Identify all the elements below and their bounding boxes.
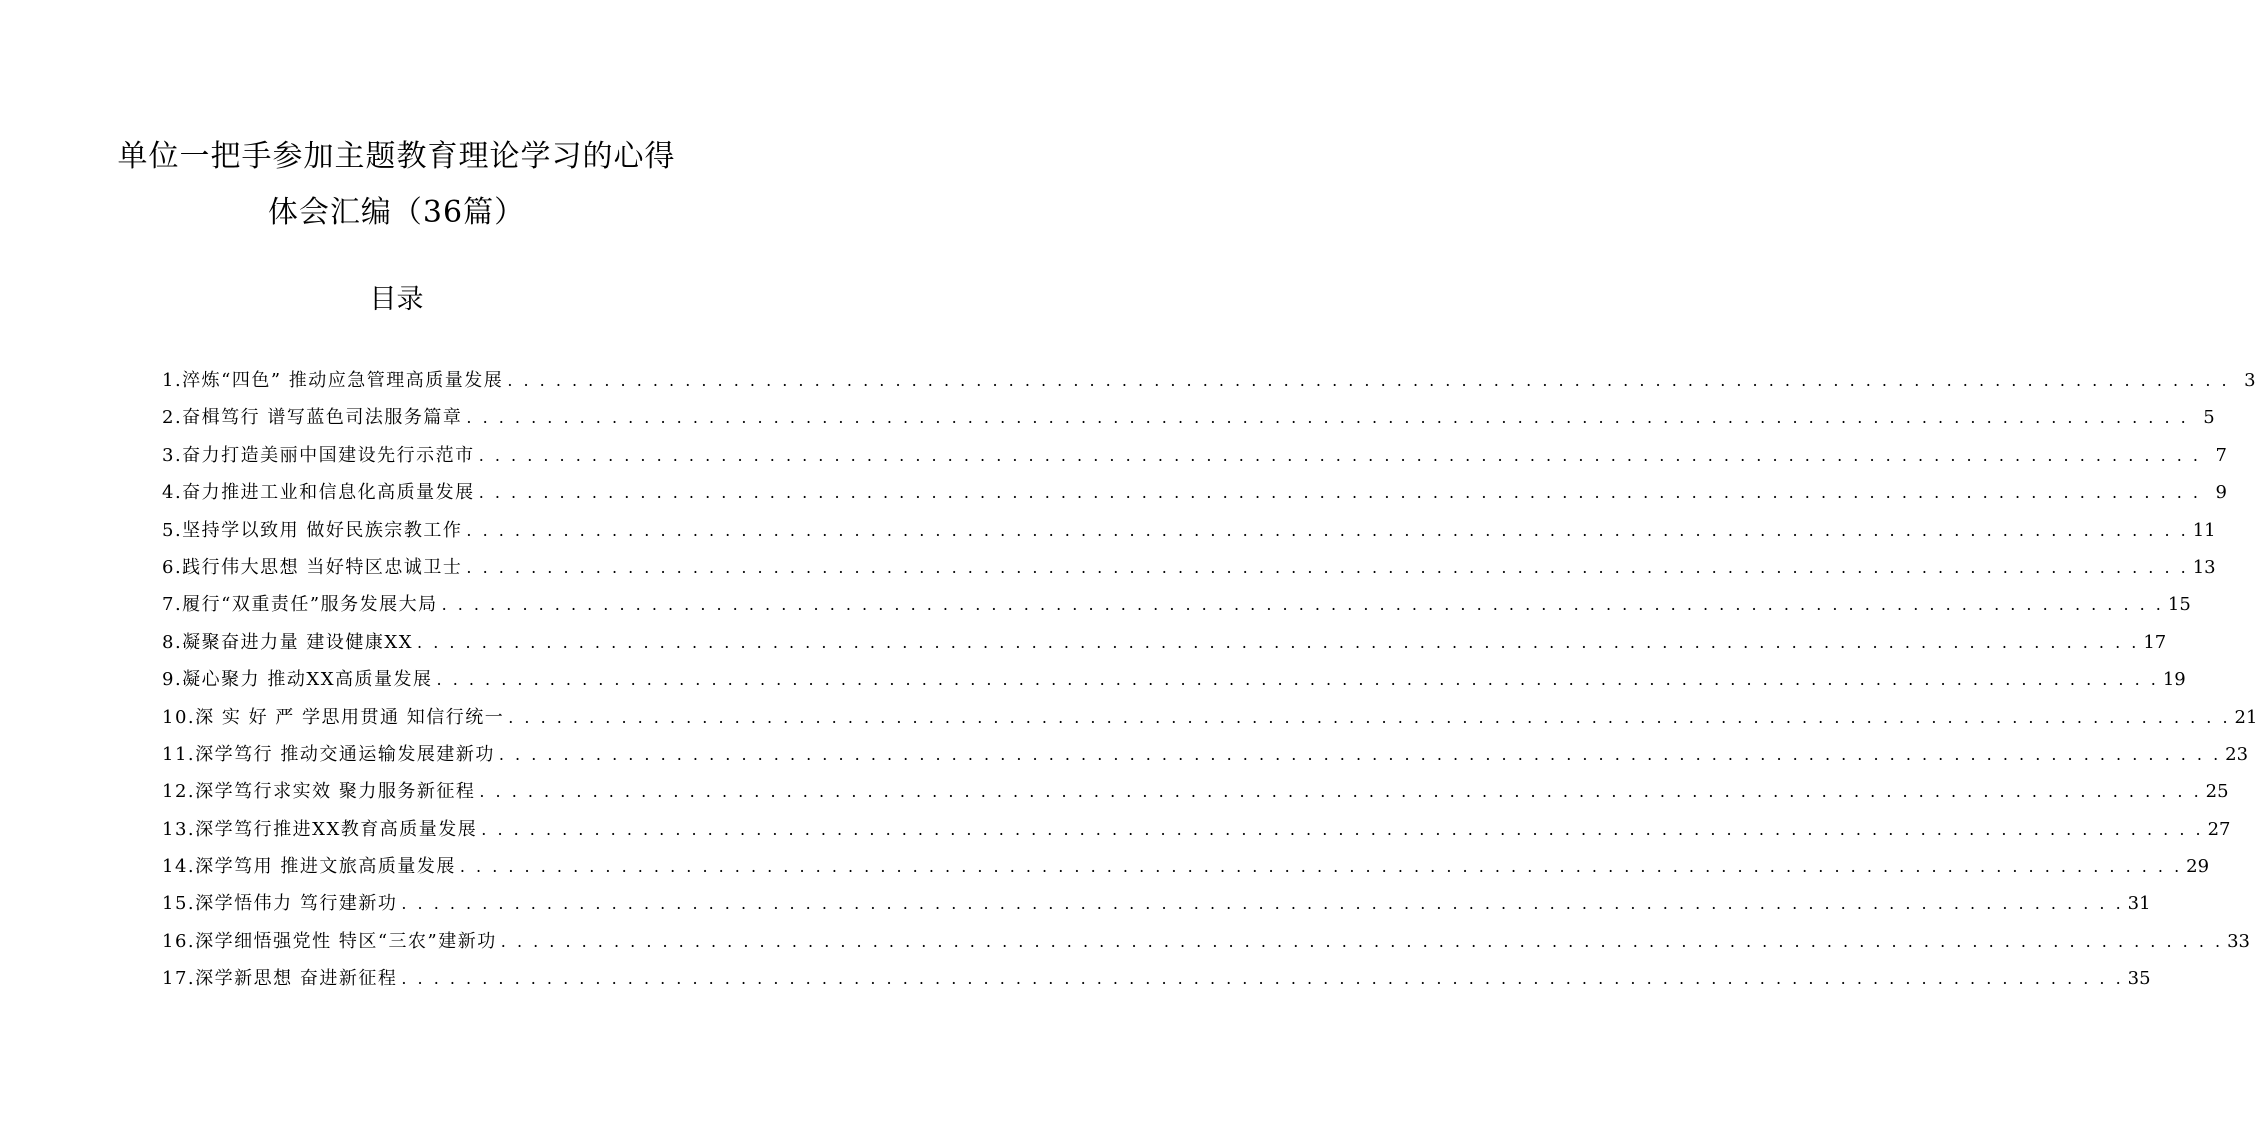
toc-entry-title: 13.深学笃行推进XX教育高质量发展: [162, 818, 478, 840]
toc-entry[interactable]: [162, 773, 2229, 810]
toc-entry-title: 16.深学细悟强党性 特区“三农”建新功: [162, 930, 497, 952]
toc-entry-title: 9.凝心聚力 推动XX高质量发展: [162, 669, 433, 691]
toc-entry[interactable]: [162, 624, 2167, 661]
toc-entry[interactable]: [162, 736, 2249, 773]
dot-leader: [417, 624, 2139, 661]
dot-leader: [499, 736, 2221, 773]
toc-entry[interactable]: [162, 586, 2191, 623]
toc-entry-title: 5.坚持学以致用 做好民族宗教工作: [162, 519, 463, 541]
toc-entry-page: 31: [2127, 893, 2151, 915]
toc-entry-title: 17.深学新思想 奋进新征程: [162, 968, 398, 990]
toc-entry[interactable]: [162, 960, 2151, 997]
toc-entry-page: 7: [2215, 444, 2227, 466]
toc-entry[interactable]: [162, 811, 2231, 848]
toc-entry-page: 27: [2207, 818, 2231, 840]
dot-leader: [479, 474, 2201, 511]
dot-leader: [508, 699, 2230, 736]
toc-entry-page: 21: [2234, 706, 2257, 728]
toc-entry-title: 11.深学笃行 推动交通运输发展建新功: [162, 743, 495, 765]
toc-entry-title: 4.奋力推进工业和信息化高质量发展: [162, 482, 475, 504]
toc-entry[interactable]: [162, 362, 2256, 399]
toc-entry-page: 5: [2203, 407, 2215, 429]
toc-entry[interactable]: [162, 885, 2151, 922]
toc-entry[interactable]: [162, 512, 2216, 549]
toc-entry[interactable]: [162, 399, 2215, 436]
toc-entry[interactable]: [162, 848, 2210, 885]
toc-entry[interactable]: [162, 549, 2216, 586]
dot-leader: [401, 885, 2123, 922]
toc-entry-title: 12.深学笃行求实效 聚力服务新征程: [162, 781, 476, 803]
dot-leader: [437, 661, 2159, 698]
table-of-contents: [162, 362, 2257, 998]
toc-entry-title: 6.践行伟大思想 当好特区忠诚卫士: [162, 556, 463, 578]
dot-leader: [442, 586, 2164, 623]
toc-entry-page: 13: [2192, 556, 2216, 578]
toc-entry-page: 11: [2192, 519, 2216, 541]
toc-entry-page: 19: [2162, 669, 2186, 691]
toc-entry-page: 9: [2215, 482, 2227, 504]
toc-entry[interactable]: [162, 699, 2257, 736]
toc-entry-title: 15.深学悟伟力 笃行建新功: [162, 893, 398, 915]
toc-entry-page: 25: [2205, 781, 2229, 803]
dot-leader: [481, 811, 2203, 848]
toc-entry[interactable]: [162, 923, 2250, 960]
dot-leader: [479, 437, 2201, 474]
toc-entry-page: 3: [2244, 370, 2256, 391]
toc-entry[interactable]: [162, 661, 2186, 698]
toc-entry-title: 8.凝聚奋进力量 建设健康XX: [162, 631, 414, 653]
toc-entry-page: 35: [2127, 968, 2151, 990]
toc-heading: 目录: [369, 284, 424, 315]
toc-entry-title: 10.深 实 好 严 学思用贯通 知信行统一: [162, 706, 505, 728]
toc-entry-title: 14.深学笃用 推进文旅高质量发展: [162, 856, 456, 878]
dot-leader: [507, 362, 2229, 399]
dot-leader: [466, 549, 2188, 586]
toc-entry-page: 15: [2167, 594, 2191, 616]
toc-entry[interactable]: [162, 437, 2227, 474]
dot-leader: [401, 960, 2123, 997]
toc-entry-title: 3.奋力打造美丽中国建设先行示范市: [162, 444, 475, 466]
toc-entry-page: 29: [2186, 856, 2210, 878]
dot-leader: [501, 923, 2223, 960]
toc-entry[interactable]: [162, 474, 2227, 511]
toc-entry-page: 33: [2227, 930, 2250, 952]
toc-entry-page: 17: [2143, 631, 2167, 653]
dot-leader: [466, 512, 2188, 549]
document-title-line-2: 体会汇编（36篇）: [267, 195, 526, 230]
document-title-line-1: 单位一把手参加主题教育理论学习的心得: [117, 139, 676, 174]
toc-entry-title: 1.淬炼“四色” 推动应急管理高质量发展: [162, 370, 504, 391]
dot-leader: [460, 848, 2182, 885]
toc-entry-title: 7.履行“双重责任”服务发展大局: [162, 594, 438, 616]
toc-entry-page: 23: [2225, 743, 2249, 765]
dot-leader: [466, 399, 2188, 436]
toc-entry-title: 2.奋楫笃行 谱写蓝色司法服务篇章: [162, 407, 463, 429]
dot-leader: [479, 773, 2201, 810]
